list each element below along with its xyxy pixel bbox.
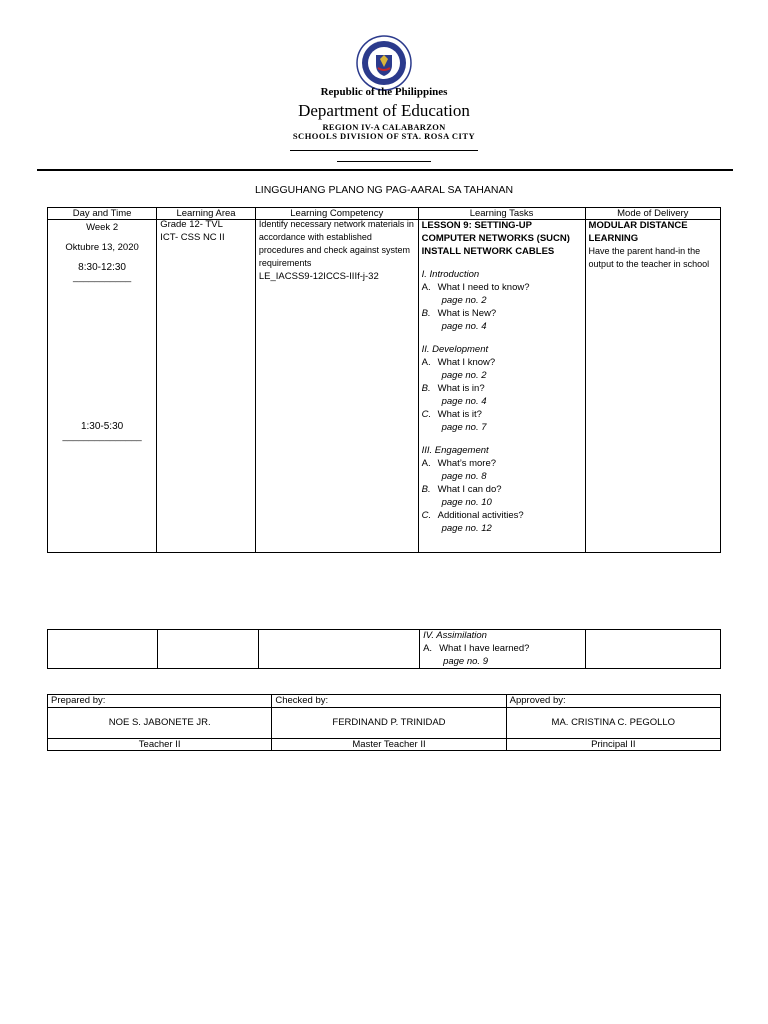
week-label: Week 2 bbox=[86, 222, 119, 233]
task-item: C. Additional activities? bbox=[421, 510, 524, 521]
time-pm: 1:30-5:30 bbox=[80, 421, 124, 432]
task-item: B. What is New? bbox=[421, 308, 497, 319]
time-am: 8:30-12:30 bbox=[78, 262, 126, 273]
delivery-note: Have the parent hand-in the output to the teacher in school bbox=[588, 246, 710, 269]
learning-area-cell bbox=[157, 220, 256, 553]
page-ref: page no. 2 bbox=[441, 370, 487, 381]
delivery-cell bbox=[585, 220, 720, 553]
page-ref: page no. 9 bbox=[443, 656, 488, 667]
plan-title: LINGGUHANG PLANO NG PAG-AARAL SA TAHANAN bbox=[254, 184, 514, 196]
signatories-table bbox=[47, 694, 721, 751]
page-ref: page no. 4 bbox=[441, 396, 487, 407]
assimilation-cell bbox=[420, 630, 585, 669]
page-ref: page no. 2 bbox=[441, 295, 487, 306]
competency-text: Identify necessary network materials in accordance with established procedures and check against system requirements bbox=[258, 219, 414, 268]
assimilation-table bbox=[47, 629, 721, 669]
day-time-cell bbox=[48, 220, 157, 553]
signature-name-row bbox=[48, 708, 721, 739]
task-item: A. What’s more? bbox=[421, 458, 497, 469]
header-learning-tasks: Learning Tasks bbox=[418, 208, 585, 220]
approver-position: Principal II bbox=[506, 739, 720, 751]
divider bbox=[37, 169, 733, 171]
page-ref: page no. 10 bbox=[441, 497, 492, 508]
grade-label: Grade 12- TVL bbox=[160, 219, 223, 230]
header-learning-area: Learning Area bbox=[157, 208, 256, 220]
competency-cell bbox=[255, 220, 418, 553]
task-item: C. What is it? bbox=[421, 409, 482, 420]
header-day-time: Day and Time bbox=[48, 208, 157, 220]
page-ref: page no. 12 bbox=[441, 523, 492, 534]
section-title: II. Development bbox=[421, 344, 489, 355]
delivery-mode: MODULAR DISTANCE LEARNING bbox=[588, 220, 688, 244]
section-title: III. Engagement bbox=[421, 445, 489, 456]
table-row bbox=[48, 220, 721, 553]
task-item: B. What I can do? bbox=[421, 484, 502, 495]
line-pm: _______________ bbox=[62, 431, 142, 442]
line-am: ___________ bbox=[73, 272, 132, 283]
task-item: A. What I have learned? bbox=[423, 643, 530, 654]
preparer-name: NOE S. JABONETE JR. bbox=[48, 708, 272, 739]
checker-name: FERDINAND P. TRINIDAD bbox=[272, 708, 506, 739]
task-item: B. What is in? bbox=[421, 383, 485, 394]
checker-position: Master Teacher II bbox=[272, 739, 506, 751]
task-item: A. What I know? bbox=[421, 357, 496, 368]
page-ref: page no. 7 bbox=[441, 422, 487, 433]
header-rule bbox=[290, 150, 478, 151]
section-title: I. Introduction bbox=[421, 269, 480, 280]
task-item: A. What I need to know? bbox=[421, 282, 530, 293]
republic-line: Republic of the Philippines bbox=[320, 86, 448, 98]
prepared-by-label: Prepared by: bbox=[48, 695, 272, 708]
preparer-position: Teacher II bbox=[48, 739, 272, 751]
subject-label: ICT- CSS NC II bbox=[160, 232, 225, 243]
empty-cell bbox=[48, 630, 158, 669]
checked-by-label: Checked by: bbox=[272, 695, 506, 708]
header-mode-of-delivery: Mode of Delivery bbox=[585, 208, 720, 220]
date-label: Oktubre 13, 2020 bbox=[65, 242, 139, 253]
empty-cell bbox=[158, 630, 258, 669]
lesson-title: LESSON 9: SETTING-UP COMPUTER NETWORKS (SUCN) INSTALL NETWORK CABLES bbox=[421, 220, 570, 257]
table-row bbox=[48, 630, 721, 669]
header-learning-competency: Learning Competency bbox=[255, 208, 418, 220]
signature-label-row bbox=[48, 695, 721, 708]
header-rule-short bbox=[337, 161, 431, 162]
empty-cell bbox=[258, 630, 419, 669]
learning-plan-table bbox=[47, 207, 721, 553]
section-title: IV. Assimilation bbox=[423, 630, 487, 641]
page-ref: page no. 4 bbox=[441, 321, 487, 332]
region-line: REGION IV-A CALABARZON bbox=[322, 122, 446, 132]
approved-by-label: Approved by: bbox=[506, 695, 720, 708]
learning-tasks-cell bbox=[418, 220, 585, 553]
deped-seal-icon bbox=[356, 35, 412, 91]
division-line: SCHOOLS DIVISION OF STA. ROSA CITY bbox=[292, 131, 476, 141]
page-ref: page no. 8 bbox=[441, 471, 487, 482]
department-title: Department of Education bbox=[298, 101, 470, 120]
approver-name: MA. CRISTINA C. PEGOLLO bbox=[506, 708, 720, 739]
empty-cell bbox=[585, 630, 720, 669]
signature-position-row bbox=[48, 739, 721, 751]
competency-code: LE_IACSS9-12ICCS-IIIf-j-32 bbox=[258, 271, 379, 282]
